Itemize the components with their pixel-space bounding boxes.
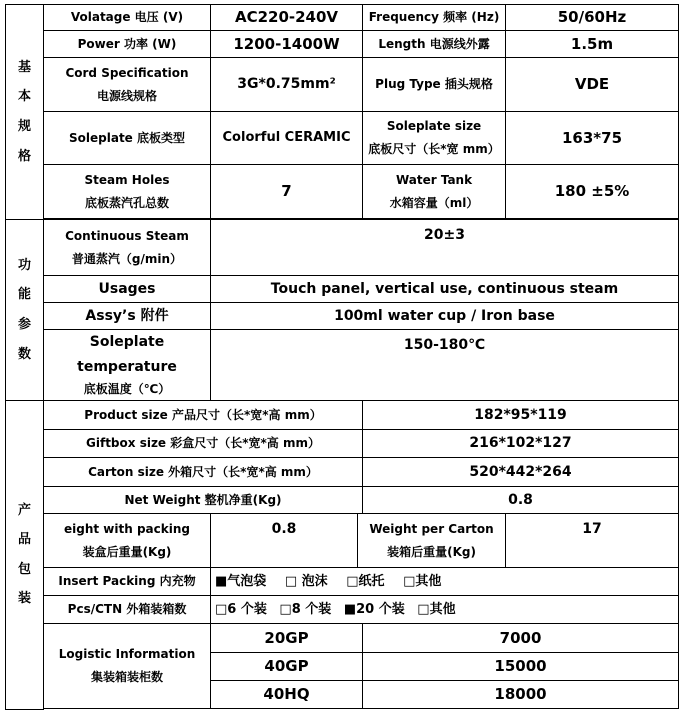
weight-per-carton-label-cn: 装箱后重量(Kg) xyxy=(387,544,476,559)
cord-spec-label xyxy=(44,58,211,112)
continuous-steam-label-cn: 普通蒸汽（g/min） xyxy=(71,251,183,266)
water-tank-label xyxy=(363,165,506,219)
water-tank-label-cn: 水箱容量（ml） xyxy=(389,195,479,210)
net-weight-value: 0.8 xyxy=(363,487,679,514)
weight-with-packing-label xyxy=(44,514,211,568)
water-tank-value: 180 ±5% xyxy=(506,165,679,219)
insert-packing-label: Insert Packing 内充物 xyxy=(44,568,211,596)
spec-table xyxy=(5,4,679,710)
soleplate-temp-label-cn: 底板温度（℃） xyxy=(83,382,171,396)
water-tank-label-en: Water Tank xyxy=(395,172,473,187)
net-weight-label: Net Weight 整机净重(Kg) xyxy=(44,487,363,514)
soleplate-type-label: Soleplate 底板类型 xyxy=(44,112,211,165)
logistic-container-20gp: 20GP xyxy=(211,624,363,653)
logistic-info-label xyxy=(44,624,211,709)
logistic-qty-20gp: 7000 xyxy=(363,624,679,653)
unchecked-box-icon: □ xyxy=(403,573,416,589)
cord-spec-value: 3G*0.75mm² xyxy=(211,58,363,112)
pcs-per-carton-label: Pcs/CTN 外箱装箱数 xyxy=(44,596,211,624)
soleplate-size-value: 163*75 xyxy=(506,112,679,165)
steam-holes-value: 7 xyxy=(211,165,363,219)
logistic-info-label-en: Logistic Information xyxy=(58,647,196,662)
soleplate-temp-label xyxy=(44,330,211,401)
checked-box-icon: ■ xyxy=(343,601,357,617)
section-function-params: 功 能 参 数 xyxy=(6,220,44,401)
steam-holes-label xyxy=(44,165,211,219)
soleplate-size-label xyxy=(363,112,506,165)
logistic-container-40gp: 40GP xyxy=(211,653,363,681)
soleplate-temp-value: 150-180℃ xyxy=(211,330,679,401)
pcs-option-20: ■20 个装 xyxy=(343,601,405,617)
soleplate-type-value: Colorful CERAMIC xyxy=(211,112,363,165)
soleplate-temp-label-en: Soleplate temperature xyxy=(77,334,177,375)
insert-option-paper-tray: □纸托 xyxy=(346,573,385,589)
frequency-value: 50/60Hz xyxy=(506,5,679,31)
section-packaging: 产 品 包 装 xyxy=(6,401,44,710)
giftbox-size-label: Giftbox size 彩盒尺寸（长*宽*高 mm） xyxy=(44,430,363,458)
accessories-label: Assy’s 附件 xyxy=(44,303,211,330)
insert-packing-options xyxy=(211,568,679,596)
logistic-qty-40gp: 15000 xyxy=(363,653,679,681)
carton-size-value: 520*442*264 xyxy=(363,458,679,487)
insert-option-bubble-bag: ■气泡袋 xyxy=(215,573,267,589)
product-size-label: Product size 产品尺寸（长*宽*高 mm） xyxy=(44,401,363,430)
usages-label: Usages xyxy=(44,276,211,303)
insert-option-other: □其他 xyxy=(403,573,442,589)
pcs-option-6: □6 个装 xyxy=(215,601,267,617)
continuous-steam-value: 20±3 xyxy=(211,220,679,276)
pcs-option-other: □其他 xyxy=(417,601,456,617)
steam-holes-label-en: Steam Holes xyxy=(84,172,170,187)
plug-type-label: Plug Type 插头规格 xyxy=(363,58,506,112)
length-label: Length 电源线外露 xyxy=(363,31,506,58)
section-basic-specs: 基 本 规 格 xyxy=(6,5,44,220)
cord-spec-label-en: Cord Specification xyxy=(65,65,189,80)
carton-size-label: Carton size 外箱尺寸（长*宽*高 mm） xyxy=(44,458,363,487)
continuous-steam-label xyxy=(44,220,211,276)
weight-with-packing-label-cn: 装盒后重量(Kg) xyxy=(82,544,172,559)
unchecked-box-icon: □ xyxy=(417,601,430,617)
logistic-container-40hq: 40HQ xyxy=(211,681,363,709)
length-value: 1.5m xyxy=(506,31,679,58)
power-label: Power 功率 (W) xyxy=(44,31,211,58)
pcs-option-8: □8 个装 xyxy=(279,601,332,617)
frequency-label: Frequency 频率 (Hz) xyxy=(363,5,506,31)
continuous-steam-label-en: Continuous Steam xyxy=(65,228,189,243)
cord-spec-label-cn: 电源线规格 xyxy=(96,88,157,103)
unchecked-box-icon: □ xyxy=(284,573,298,589)
logistic-info-label-cn: 集装箱装柜数 xyxy=(90,670,163,684)
insert-option-foam: □ 泡沫 xyxy=(284,573,328,589)
power-value: 1200-1400W xyxy=(211,31,363,58)
weight-with-packing-value: 0.8 xyxy=(211,514,358,568)
weight-per-carton-label xyxy=(358,514,506,568)
voltage-value: AC220-240V xyxy=(211,5,363,31)
weight-per-carton-value: 17 xyxy=(506,514,679,568)
checked-box-icon: ■ xyxy=(215,573,228,589)
usages-value: Touch panel, vertical use, continuous steam xyxy=(211,276,679,303)
logistic-qty-40hq: 18000 xyxy=(363,681,679,709)
unchecked-box-icon: □ xyxy=(215,601,228,617)
voltage-label: Volatage 电压 (V) xyxy=(44,5,211,31)
plug-type-value: VDE xyxy=(506,58,679,112)
product-size-value: 182*95*119 xyxy=(363,401,679,430)
pcs-per-carton-options xyxy=(211,596,679,624)
weight-with-packing-label-en: eight with packing xyxy=(64,521,190,536)
unchecked-box-icon: □ xyxy=(279,601,292,617)
accessories-value: 100ml water cup / Iron base xyxy=(211,303,679,330)
unchecked-box-icon: □ xyxy=(346,573,359,589)
steam-holes-label-cn: 底板蒸汽孔总数 xyxy=(84,195,169,210)
giftbox-size-value: 216*102*127 xyxy=(363,430,679,458)
weight-per-carton-label-en: Weight per Carton xyxy=(369,521,494,536)
soleplate-size-label-en: Soleplate size xyxy=(386,119,482,134)
soleplate-size-label-cn: 底板尺寸（长*宽 mm） xyxy=(368,142,500,156)
